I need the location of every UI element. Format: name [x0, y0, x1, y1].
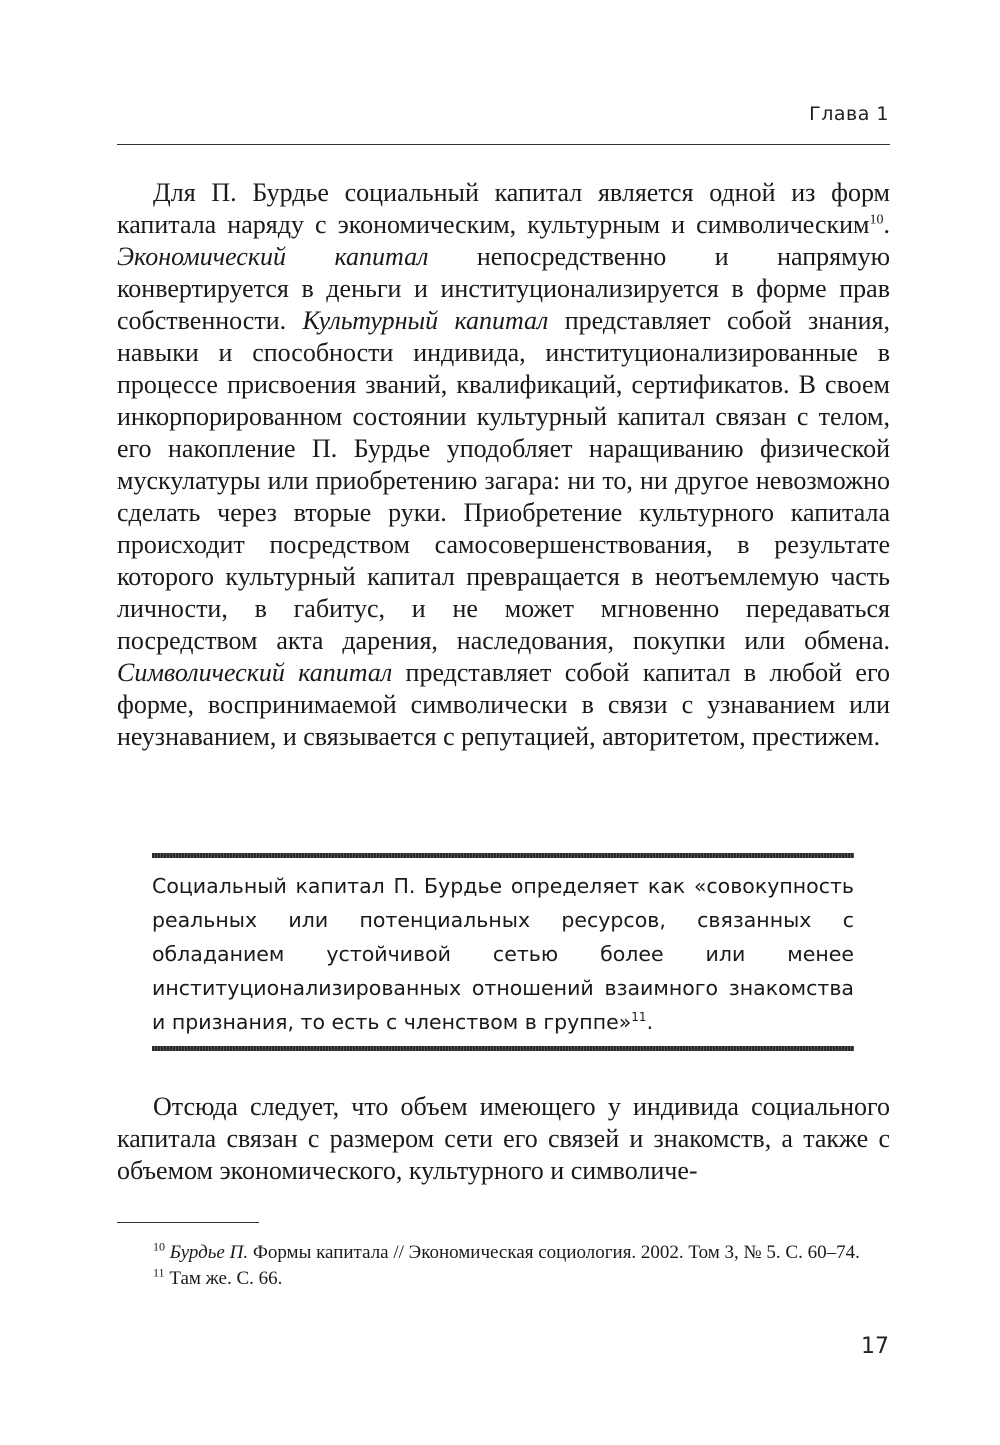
paragraph-2-text: Отсюда следует, что объем имеющего у индивида социального капитала связан с размером сети его связей и знакомств, а также с объемом экономического, культурного и символиче- — [117, 1092, 890, 1185]
footnotes — [117, 1240, 890, 1292]
symbolic-capital-text: представляет собой капитал в любой его форме, воспринимаемой символически в связи с узнаванием или неузнаванием, и связывается с репутацией, авторитетом, престижем. — [117, 658, 890, 751]
quote-bottom-rule — [152, 1046, 854, 1051]
footnote-divider — [117, 1222, 259, 1223]
chapter-header: Глава 1 — [809, 103, 889, 125]
term-symbolic-capital: Символический капитал — [117, 658, 393, 687]
paragraph-1: Для П. Бурдье социальный капитал является одной из форм капитала наряду с экономическим, культурным и символическим$^{10}$. Экономический капитал непосредственно и напрямую конвертируется в деньги и институционализируется в форме прав собственности. Культурный капитал представляет собой знания, навыки и способности индивида, институционализированные в процессе присвоения званий, квалификаций, сертификатов. В своем инкорпорированном состоянии культурный капитал связан с телом, его накопление П. Бурдье уподобляет наращиванию физической мускулатуры или приобретению загара: ни то, ни другое невозможно сделать через вторые руки. Приобретение культурного капитала происходит посредством самосовершенствования, в результате которого культурный капитал превращается в неотъемлемую часть личности, в габитус, и не может мгновенно передаваться посредством акта дарения, наследования, покупки или обмена. Символический капитал представляет собой капитал в любой его форме, воспринимаемой символически в связи с узнаванием или неузнаванием, и связывается с репутацией, авторитетом, престижем. — [117, 178, 890, 751]
footnote-number: 10 — [153, 1239, 165, 1254]
footnote-author: Бурдье П. — [169, 1242, 249, 1263]
page-number: 17 — [861, 1334, 889, 1359]
definition-quote — [152, 869, 854, 1039]
footnote-text: Формы капитала // Экономическая социология. 2002. Том 3, № 5. С. 60–74. — [248, 1242, 860, 1263]
footnote-ref-10[interactable]: 10 — [869, 212, 884, 228]
quote-end: . — [646, 1010, 654, 1034]
footnote-10 — [117, 1240, 890, 1266]
cultural-capital-text: представляет собой знания, навыки и способности индивида, институционализированные в процессе присвоения званий, квалификаций, сертификатов. В своем инкорпорированном состоянии культурный капитал связан с телом, его накопление П. Бурдье уподобляет наращиванию физической мускулатуры или приобретению загара: ни то, ни другое невозможно сделать через вторые руки. Приобретение культурного капитала происходит посредством самосовершенствования, в результате которого культурный капитал превращается в неотъемлемую часть личности, в габитус, и не может мгновенно передаваться посредством акта дарения, наследования, покупки или обмена. — [117, 306, 890, 655]
quote-text: Социальный капитал П. Бурдье определяет как «совокупность реальных или потенциальных ресурсов, связанных с обладанием устойчивой сетью более или менее институционализированных отношений взаимного знакомства и признания, то есть с членством в группе» — [152, 874, 854, 1034]
term-economic-capital: Экономический капитал — [117, 242, 429, 271]
footnote-text: Там же. С. 66. — [164, 1268, 283, 1289]
paragraph-2 — [117, 1091, 890, 1187]
economic-capital-text: непосредственно и напрямую конвертируется в деньги и институционализируется в форме прав собственности. — [117, 242, 890, 335]
term-cultural-capital: Культурный капитал — [302, 306, 549, 335]
paragraph-1-lead: Для П. Бурдье социальный капитал является одной из форм капитала наряду с экономическим, культурным и символическим — [117, 178, 890, 239]
footnote-ref-11[interactable]: 11 — [631, 1010, 647, 1025]
footnote-11 — [117, 1266, 890, 1292]
header-divider — [117, 144, 890, 145]
quote-top-rule — [152, 853, 854, 858]
footnote-number: 11 — [153, 1265, 165, 1280]
